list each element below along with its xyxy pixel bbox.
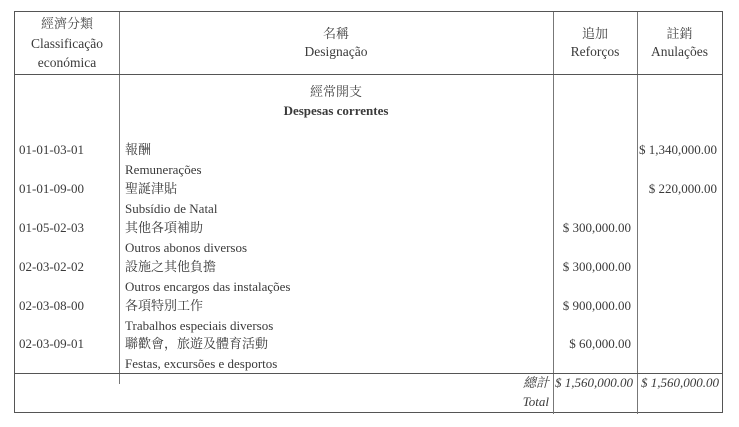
header-reforcos-cn: 追加 xyxy=(581,26,608,41)
col-divider-3 xyxy=(637,12,638,414)
row-code: 01-01-09-00 xyxy=(19,181,84,196)
row-anulacao: $ 220,000.00 xyxy=(648,181,717,196)
total-reforcos: $ 1,560,000.00 xyxy=(555,375,633,390)
col-divider-2 xyxy=(553,12,554,414)
total-anulacoes: $ 1,560,000.00 xyxy=(641,375,719,390)
row-name-pt: Trabalhos especiais diversos xyxy=(125,318,274,333)
total-label-cn: 總計 xyxy=(522,375,549,390)
row-name-pt: Remunerações xyxy=(125,162,202,177)
row-name-cn: 其他各項補助 xyxy=(125,220,204,235)
header-divider xyxy=(15,74,722,75)
row-reforco: $ 300,000.00 xyxy=(562,259,631,274)
budget-table xyxy=(14,11,723,413)
row-code: 02-03-02-02 xyxy=(19,259,84,274)
row-code: 01-01-03-01 xyxy=(19,142,84,157)
row-name-cn: 報酬 xyxy=(125,142,152,157)
header-reforcos-pt: Reforços xyxy=(570,44,620,59)
row-reforco: $ 300,000.00 xyxy=(562,220,631,235)
row-name-cn: 各項特別工作 xyxy=(125,298,204,313)
row-reforco: $ 60,000.00 xyxy=(569,336,631,351)
row-code: 02-03-09-01 xyxy=(19,336,84,351)
row-name-cn: 設施之其他負擔 xyxy=(125,259,217,274)
header-designacao-pt: Designação xyxy=(304,44,368,59)
row-anulacao: $ 1,340,000.00 xyxy=(639,142,717,157)
row-code: 02-03-08-00 xyxy=(19,298,84,313)
row-name-cn: 聯歡會，旅遊及體育活動 xyxy=(125,336,269,351)
header-anulacoes-pt: Anulações xyxy=(651,44,708,59)
header-classificacao-cn: 經濟分類 xyxy=(40,16,93,31)
row-name-cn: 聖誕津貼 xyxy=(125,181,178,196)
col-divider-1 xyxy=(119,12,120,384)
header-designacao-cn: 名稱 xyxy=(322,26,349,41)
section-title-pt: Despesas correntes xyxy=(283,103,389,118)
row-name-pt: Outros abonos diversos xyxy=(125,240,248,255)
section-title-cn: 經常開支 xyxy=(309,84,362,99)
row-name-pt: Subsídio de Natal xyxy=(125,201,218,216)
header-classificacao-pt-1: Classificação xyxy=(31,36,103,51)
total-label-pt: Total xyxy=(522,394,549,409)
row-name-pt: Festas, excursões e desportos xyxy=(125,356,278,371)
row-reforco: $ 900,000.00 xyxy=(562,298,631,313)
header-classificacao-pt-2: económica xyxy=(37,55,97,70)
row-name-pt: Outros encargos das instalações xyxy=(125,279,291,294)
header-anulacoes-cn: 註銷 xyxy=(666,26,693,41)
row-code: 01-05-02-03 xyxy=(19,220,84,235)
